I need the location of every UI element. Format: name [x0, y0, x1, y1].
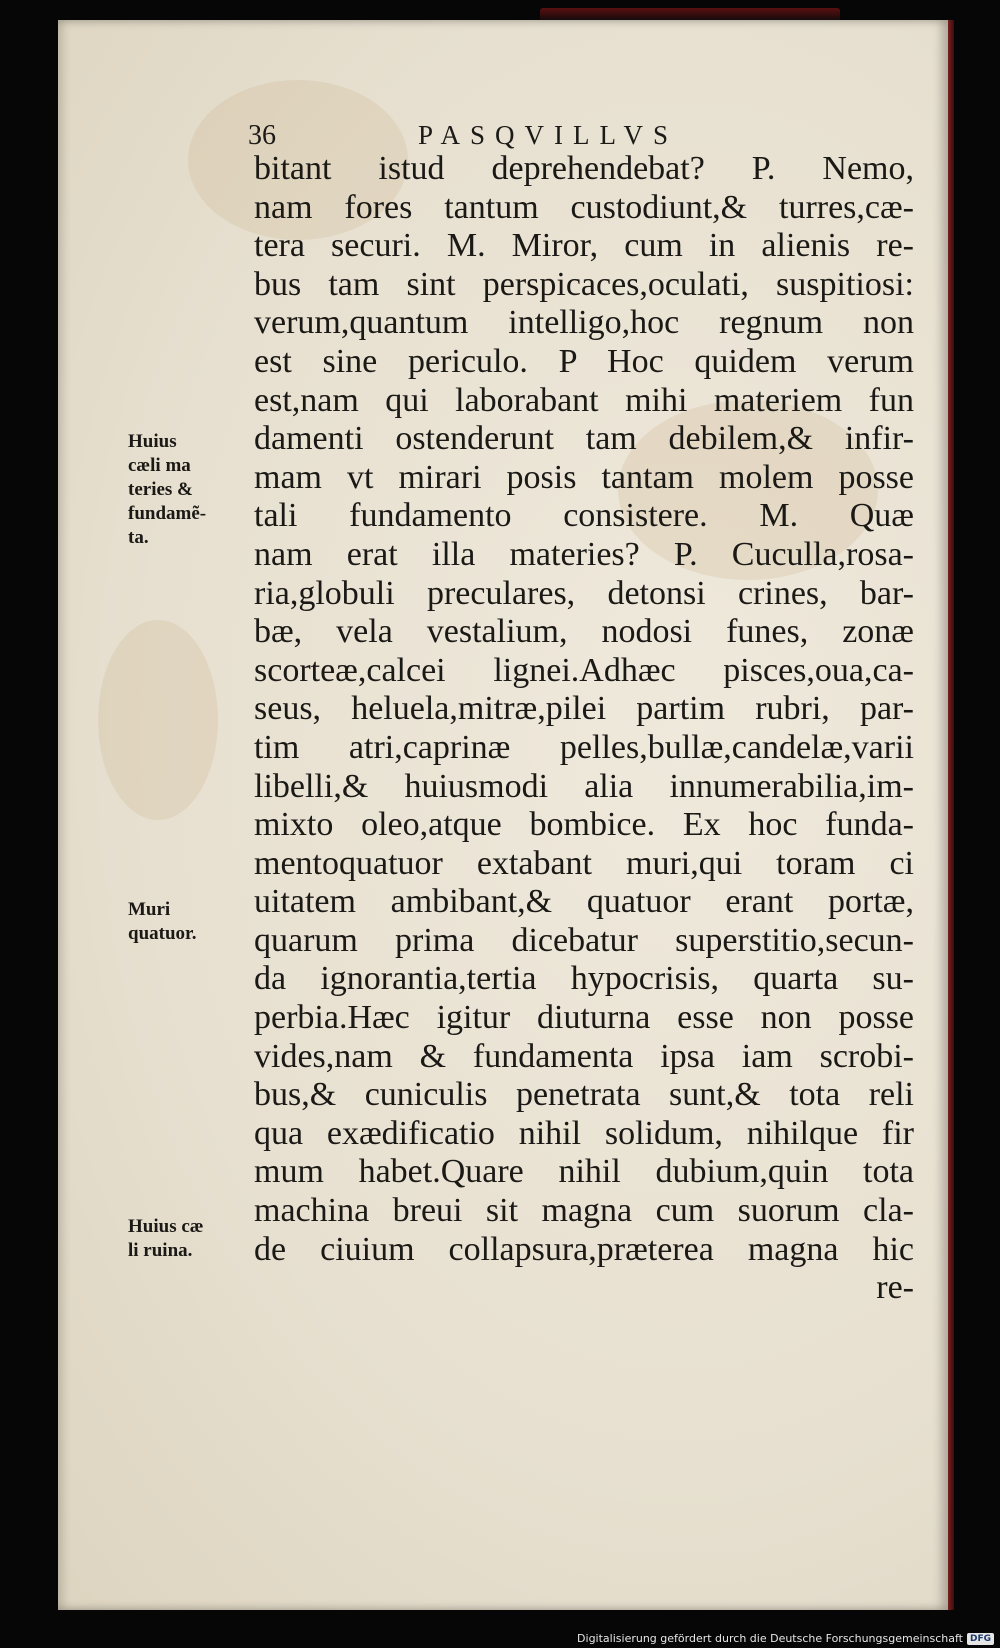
marginal-line: Huius cæ	[128, 1216, 204, 1237]
text-line: tali fundamento consistere. M. Quæ	[254, 497, 914, 535]
text-line: bæ, vela vestalium, nodosi funes, zonæ	[254, 613, 914, 651]
marginal-line: fundamẽ-	[128, 503, 207, 524]
marginal-note-materies	[128, 430, 246, 550]
marginal-note-ruina	[128, 1215, 246, 1263]
text-line: est sine periculo. P Hoc quidem verum	[254, 342, 914, 380]
text-line: de ciuium collapsura,præterea magna hic	[254, 1230, 914, 1268]
text-line: libelli,& huiusmodi alia innumerabilia,im-	[254, 767, 914, 805]
text-line: est,nam qui laborabant mihi materiem fun	[254, 381, 914, 419]
page-edge-right	[948, 20, 954, 1610]
text-line: bus tam sint perspicaces,oculati, suspitiosi:	[254, 265, 914, 303]
marginal-line: ta.	[128, 527, 149, 548]
text-line: bus,& cuniculis penetrata sunt,& tota reli	[254, 1076, 914, 1114]
text-line: verum,quantum intelligo,hoc regnum non	[254, 304, 914, 342]
footer-credit: Digitalisierung gefördert durch die Deutsche Forschungsgemeinschaft	[577, 1632, 963, 1645]
text-line: quarum prima dicebatur superstitio,secun-	[254, 921, 914, 959]
text-line: perbia.Hæc igitur diuturna esse non posse	[254, 999, 914, 1037]
text-line: vides,nam & fundamenta ipsa iam scrobi-	[254, 1037, 914, 1075]
marginal-line: quatuor.	[128, 923, 197, 944]
page-number: 36	[248, 120, 276, 151]
marginal-line: teries &	[128, 479, 193, 500]
text-line: da ignorantia,tertia hypocrisis, quarta su-	[254, 960, 914, 998]
marginal-line: cæli ma	[128, 455, 191, 476]
text-line: mentoquatuor extabant muri,qui toram ci	[254, 844, 914, 882]
marginal-note-muri	[128, 898, 246, 946]
text-line: mixto oleo,atque bombice. Ex hoc funda-	[254, 806, 914, 844]
text-line: qua exædificatio nihil solidum, nihilque fir	[254, 1114, 914, 1152]
digitization-footer	[577, 1632, 994, 1645]
text-line: tera securi. M. Miror, cum in alienis re-	[254, 227, 914, 265]
dfg-logo: DFG	[967, 1633, 994, 1645]
marginal-line: Muri	[128, 899, 171, 920]
paper-stain	[98, 620, 218, 820]
text-line: nam erat illa materies? P. Cuculla,rosa-	[254, 535, 914, 573]
marginal-line: Huius	[128, 431, 177, 452]
text-line: scorteæ,calcei lignei.Adhæc pisces,oua,ca-	[254, 651, 914, 689]
text-line: seus, heluela,mitræ,pilei partim rubri, par-	[254, 690, 914, 728]
text-line: uitatem ambibant,& quatuor erant portæ,	[254, 883, 914, 921]
text-line: tim atri,caprinæ pelles,bullæ,candelæ,varii	[254, 728, 914, 766]
text-line: machina breui sit magna cum suorum cla-	[254, 1192, 914, 1230]
running-title: PASQVILLVS	[418, 120, 679, 150]
text-line: mam vt mirari posis tantam molem posse	[254, 458, 914, 496]
text-line: ria,globuli preculares, detonsi crines, bar-	[254, 574, 914, 612]
main-text-block	[254, 150, 914, 1308]
marginal-line: li ruina.	[128, 1240, 193, 1261]
text-line: nam fores tantum custodiunt,& turres,cæ-	[254, 188, 914, 226]
text-line: bitant istud deprehendebat? P. Nemo,	[254, 150, 914, 187]
text-line: mum habet.Quare nihil dubium,quin tota	[254, 1153, 914, 1191]
text-line: damenti ostenderunt tam debilem,& infir-	[254, 420, 914, 458]
catchword: re-	[876, 1269, 914, 1307]
